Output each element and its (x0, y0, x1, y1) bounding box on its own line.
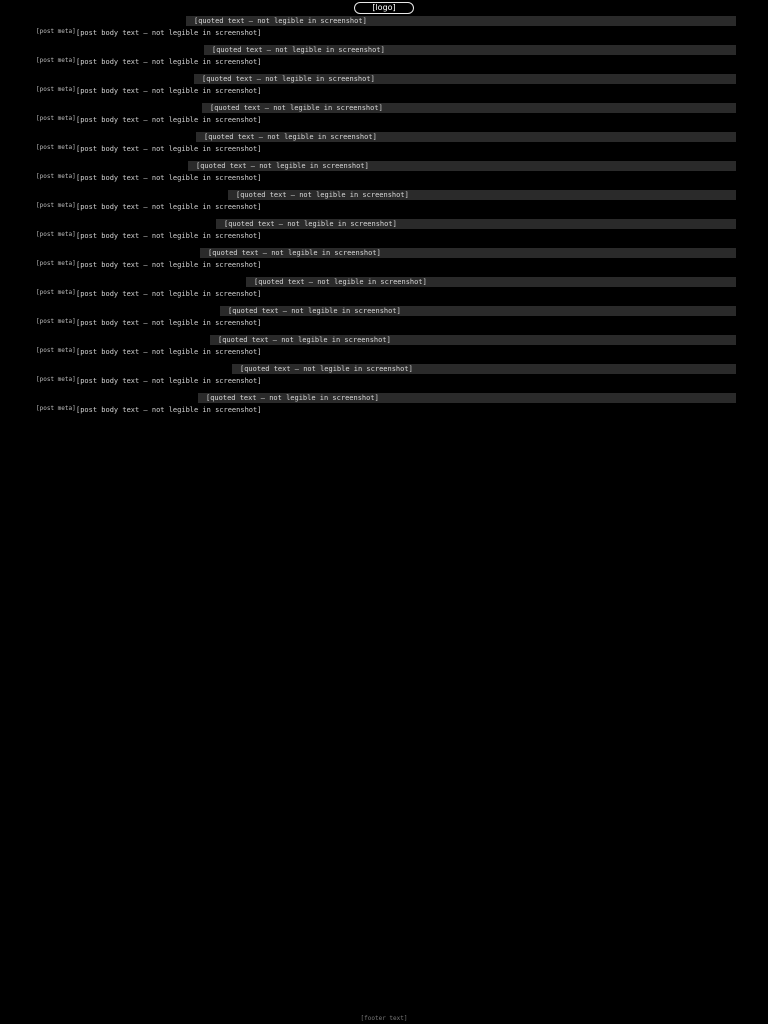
post-body: [post body text — not legible in screenshot] (76, 406, 262, 414)
post (0, 43, 768, 72)
post (0, 246, 768, 275)
post-meta[interactable]: [post meta] (36, 347, 76, 354)
post-quote: [quoted text — not legible in screenshot] (232, 364, 736, 374)
post (0, 101, 768, 130)
post (0, 275, 768, 304)
post-meta[interactable]: [post meta] (36, 376, 76, 383)
post-body: [post body text — not legible in screenshot] (76, 348, 262, 356)
post-body: [post body text — not legible in screenshot] (76, 87, 262, 95)
logo-text: [logo] (372, 3, 396, 12)
post-body: [post body text — not legible in screenshot] (76, 290, 262, 298)
post-meta[interactable]: [post meta] (36, 115, 76, 122)
post-meta[interactable]: [post meta] (36, 28, 76, 35)
post (0, 188, 768, 217)
post (0, 72, 768, 101)
post-quote: [quoted text — not legible in screenshot] (196, 132, 736, 142)
post-quote: [quoted text — not legible in screenshot] (246, 277, 736, 287)
post-body: [post body text — not legible in screenshot] (76, 145, 262, 153)
post-meta[interactable]: [post meta] (36, 260, 76, 267)
post-body: [post body text — not legible in screenshot] (76, 58, 262, 66)
post (0, 14, 768, 43)
post-quote: [quoted text — not legible in screenshot] (198, 393, 736, 403)
post-feed (0, 14, 768, 1024)
post-meta[interactable]: [post meta] (36, 289, 76, 296)
post (0, 362, 768, 391)
post-quote: [quoted text — not legible in screenshot] (220, 306, 736, 316)
post-body: [post body text — not legible in screenshot] (76, 116, 262, 124)
post-body: [post body text — not legible in screenshot] (76, 29, 262, 37)
post-meta[interactable]: [post meta] (36, 231, 76, 238)
post (0, 130, 768, 159)
post-quote: [quoted text — not legible in screenshot] (228, 190, 736, 200)
post-body: [post body text — not legible in screenshot] (76, 174, 262, 182)
post-meta[interactable]: [post meta] (36, 86, 76, 93)
post-meta[interactable]: [post meta] (36, 202, 76, 209)
post-body: [post body text — not legible in screenshot] (76, 203, 262, 211)
post-quote: [quoted text — not legible in screenshot] (194, 74, 736, 84)
post-quote: [quoted text — not legible in screenshot] (188, 161, 736, 171)
page-footer: [footer text] (360, 1015, 408, 1022)
post (0, 159, 768, 188)
post-quote: [quoted text — not legible in screenshot] (210, 335, 736, 345)
post-meta[interactable]: [post meta] (36, 57, 76, 64)
post-quote: [quoted text — not legible in screenshot] (216, 219, 736, 229)
post-meta[interactable]: [post meta] (36, 144, 76, 151)
post (0, 391, 768, 420)
post-body: [post body text — not legible in screenshot] (76, 232, 262, 240)
post-quote: [quoted text — not legible in screenshot] (204, 45, 736, 55)
post-body: [post body text — not legible in screenshot] (76, 319, 262, 327)
post-meta[interactable]: [post meta] (36, 405, 76, 412)
post-quote: [quoted text — not legible in screenshot] (200, 248, 736, 258)
post (0, 333, 768, 362)
post (0, 304, 768, 333)
post-body: [post body text — not legible in screenshot] (76, 377, 262, 385)
post-meta[interactable]: [post meta] (36, 173, 76, 180)
post-quote: [quoted text — not legible in screenshot] (202, 103, 736, 113)
post-quote: [quoted text — not legible in screenshot] (186, 16, 736, 26)
site-logo[interactable] (354, 2, 414, 14)
post-body: [post body text — not legible in screenshot] (76, 261, 262, 269)
post-meta[interactable]: [post meta] (36, 318, 76, 325)
post (0, 217, 768, 246)
